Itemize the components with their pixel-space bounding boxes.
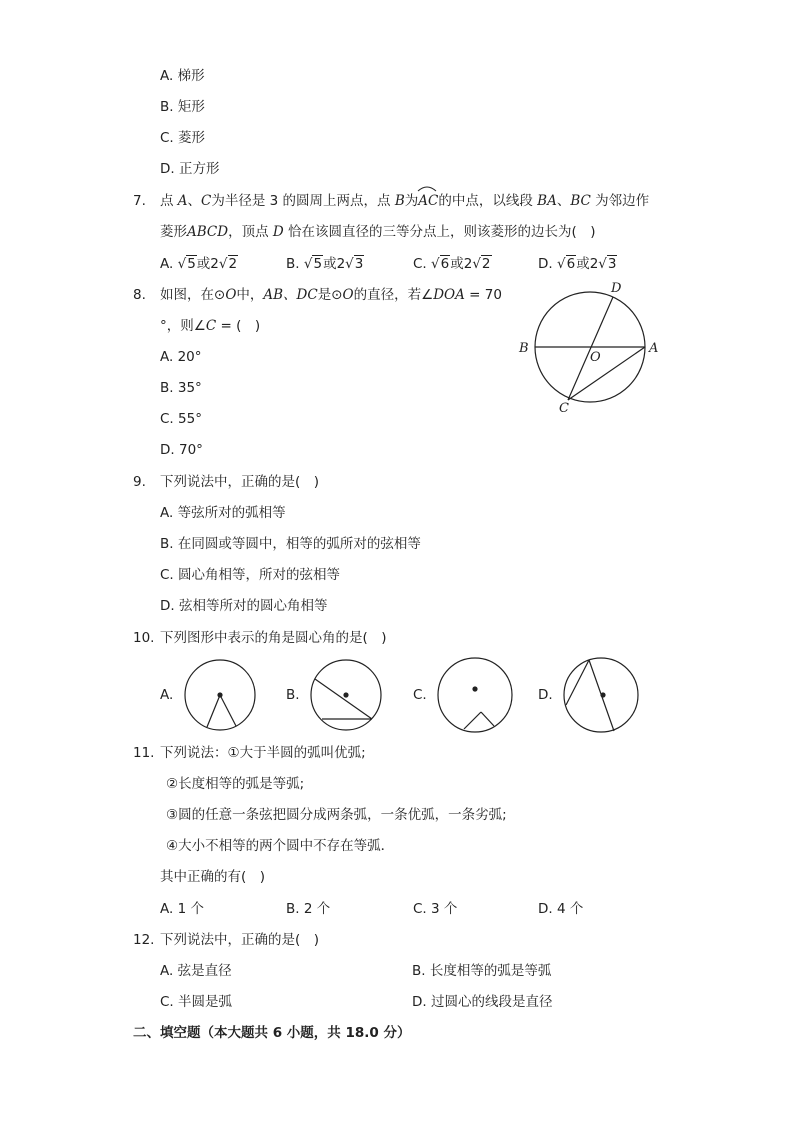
- q11-stem: 下列说法：①大于半圆的弧叫优弧;: [160, 745, 366, 761]
- q8-circle-figure: [510, 276, 670, 422]
- section-heading-fill-in: 二、填空题（本大题共 6 小题，共 18.0 分）: [133, 1025, 411, 1041]
- q10-option-a-letter: A.: [160, 687, 174, 703]
- q6-option-b: B. 矩形: [160, 99, 205, 115]
- q7-option-a: A. √5或2√2: [160, 256, 238, 272]
- sqrt-icon: √: [177, 256, 187, 272]
- q10-figure-a: [182, 657, 258, 733]
- q7-stem-line2: 菱形ABCD，顶点 D 恰在该圆直径的三等分点上，则该菱形的边长为( ): [160, 224, 596, 240]
- q10-option-d-letter: D.: [538, 687, 553, 703]
- q9-number: 9.: [133, 474, 146, 490]
- q9-option-a: A. 等弦所对的弧相等: [160, 505, 286, 521]
- sqrt-icon: √: [431, 256, 440, 272]
- q8-label-o: O: [590, 350, 601, 365]
- sqrt-icon: √: [303, 256, 313, 272]
- q9-stem: 下列说法中，正确的是( ): [160, 474, 320, 490]
- q12-option-b: B. 长度相等的弧是等弧: [412, 963, 552, 979]
- q11-statement-2: ②长度相等的弧是等弧;: [166, 776, 305, 792]
- q8-stem-line1: 如图，在⊙O中，AB、DC是⊙O的直径，若∠DOA = 70: [160, 287, 502, 303]
- q8-label-c: C: [559, 401, 569, 416]
- q7-option-b: B. √5或2√3: [286, 256, 364, 272]
- q9-option-d: D. 弦相等所对的圆心角相等: [160, 598, 328, 614]
- q10-figure-c: [435, 655, 515, 735]
- q10-number: 10.: [133, 630, 155, 646]
- q11-statement-3: ③圆的任意一条弦把圆分成两条弧，一条优弧，一条劣弧;: [166, 807, 507, 823]
- q10-stem: 下列图形中表示的角是圆心角的是( ): [160, 630, 387, 646]
- q8-option-a: A. 20°: [160, 349, 202, 365]
- q8-label-a: A: [649, 341, 659, 356]
- q11-number: 11.: [133, 745, 155, 761]
- q11-option-c: C. 3 个: [413, 901, 458, 917]
- q10-option-c-letter: C.: [413, 687, 427, 703]
- q11-question: 其中正确的有( ): [160, 869, 266, 885]
- q6-option-a: A. 梯形: [160, 68, 205, 84]
- q8-stem-line2: °，则∠C = ( ): [160, 318, 261, 334]
- q7-option-d: D. √6或2√3: [538, 256, 617, 272]
- q7-option-c: C. √6或2√2: [413, 256, 491, 272]
- q9-option-c: C. 圆心角相等，所对的弦相等: [160, 567, 341, 583]
- q12-option-d: D. 过圆心的线段是直径: [412, 994, 553, 1010]
- sqrt-icon: √: [218, 256, 228, 272]
- sqrt-icon: √: [598, 256, 607, 272]
- q12-option-a: A. 弦是直径: [160, 963, 232, 979]
- q10-figure-b: [308, 657, 384, 733]
- q6-option-d: D. 正方形: [160, 161, 220, 177]
- q12-stem: 下列说法中，正确的是( ): [160, 932, 320, 948]
- q8-number: 8.: [133, 287, 146, 303]
- q12-number: 12.: [133, 932, 155, 948]
- q8-option-b: B. 35°: [160, 380, 202, 396]
- q8-label-b: B: [519, 341, 529, 356]
- q10-option-b-letter: B.: [286, 687, 300, 703]
- q12-option-c: C. 半圆是弧: [160, 994, 233, 1010]
- sqrt-icon: √: [556, 256, 566, 272]
- q8-option-d: D. 70°: [160, 442, 203, 458]
- q7-number: 7.: [133, 193, 146, 209]
- arc-ac: AC: [418, 192, 438, 210]
- q7-stem-line1: 点 A、C为半径是 3 的圆周上两点，点 B为 AC的中点，以线段 BA、BC 为邻边作: [160, 192, 649, 210]
- sqrt-icon: √: [472, 256, 481, 272]
- q9-option-b: B. 在同圆或等圆中，相等的弧所对的弦相等: [160, 536, 421, 552]
- sqrt-icon: √: [345, 256, 354, 272]
- q10-figure-d: [561, 655, 641, 735]
- q11-option-d: D. 4 个: [538, 901, 584, 917]
- arc-mark-icon: [417, 185, 437, 192]
- q8-label-d: D: [611, 281, 622, 296]
- q6-option-c: C. 菱形: [160, 130, 206, 146]
- q8-option-c: C. 55°: [160, 411, 202, 427]
- q11-statement-4: ④大小不相等的两个圆中不存在等弧．: [166, 838, 395, 854]
- q11-option-a: A. 1 个: [160, 901, 204, 917]
- q11-option-b: B. 2 个: [286, 901, 331, 917]
